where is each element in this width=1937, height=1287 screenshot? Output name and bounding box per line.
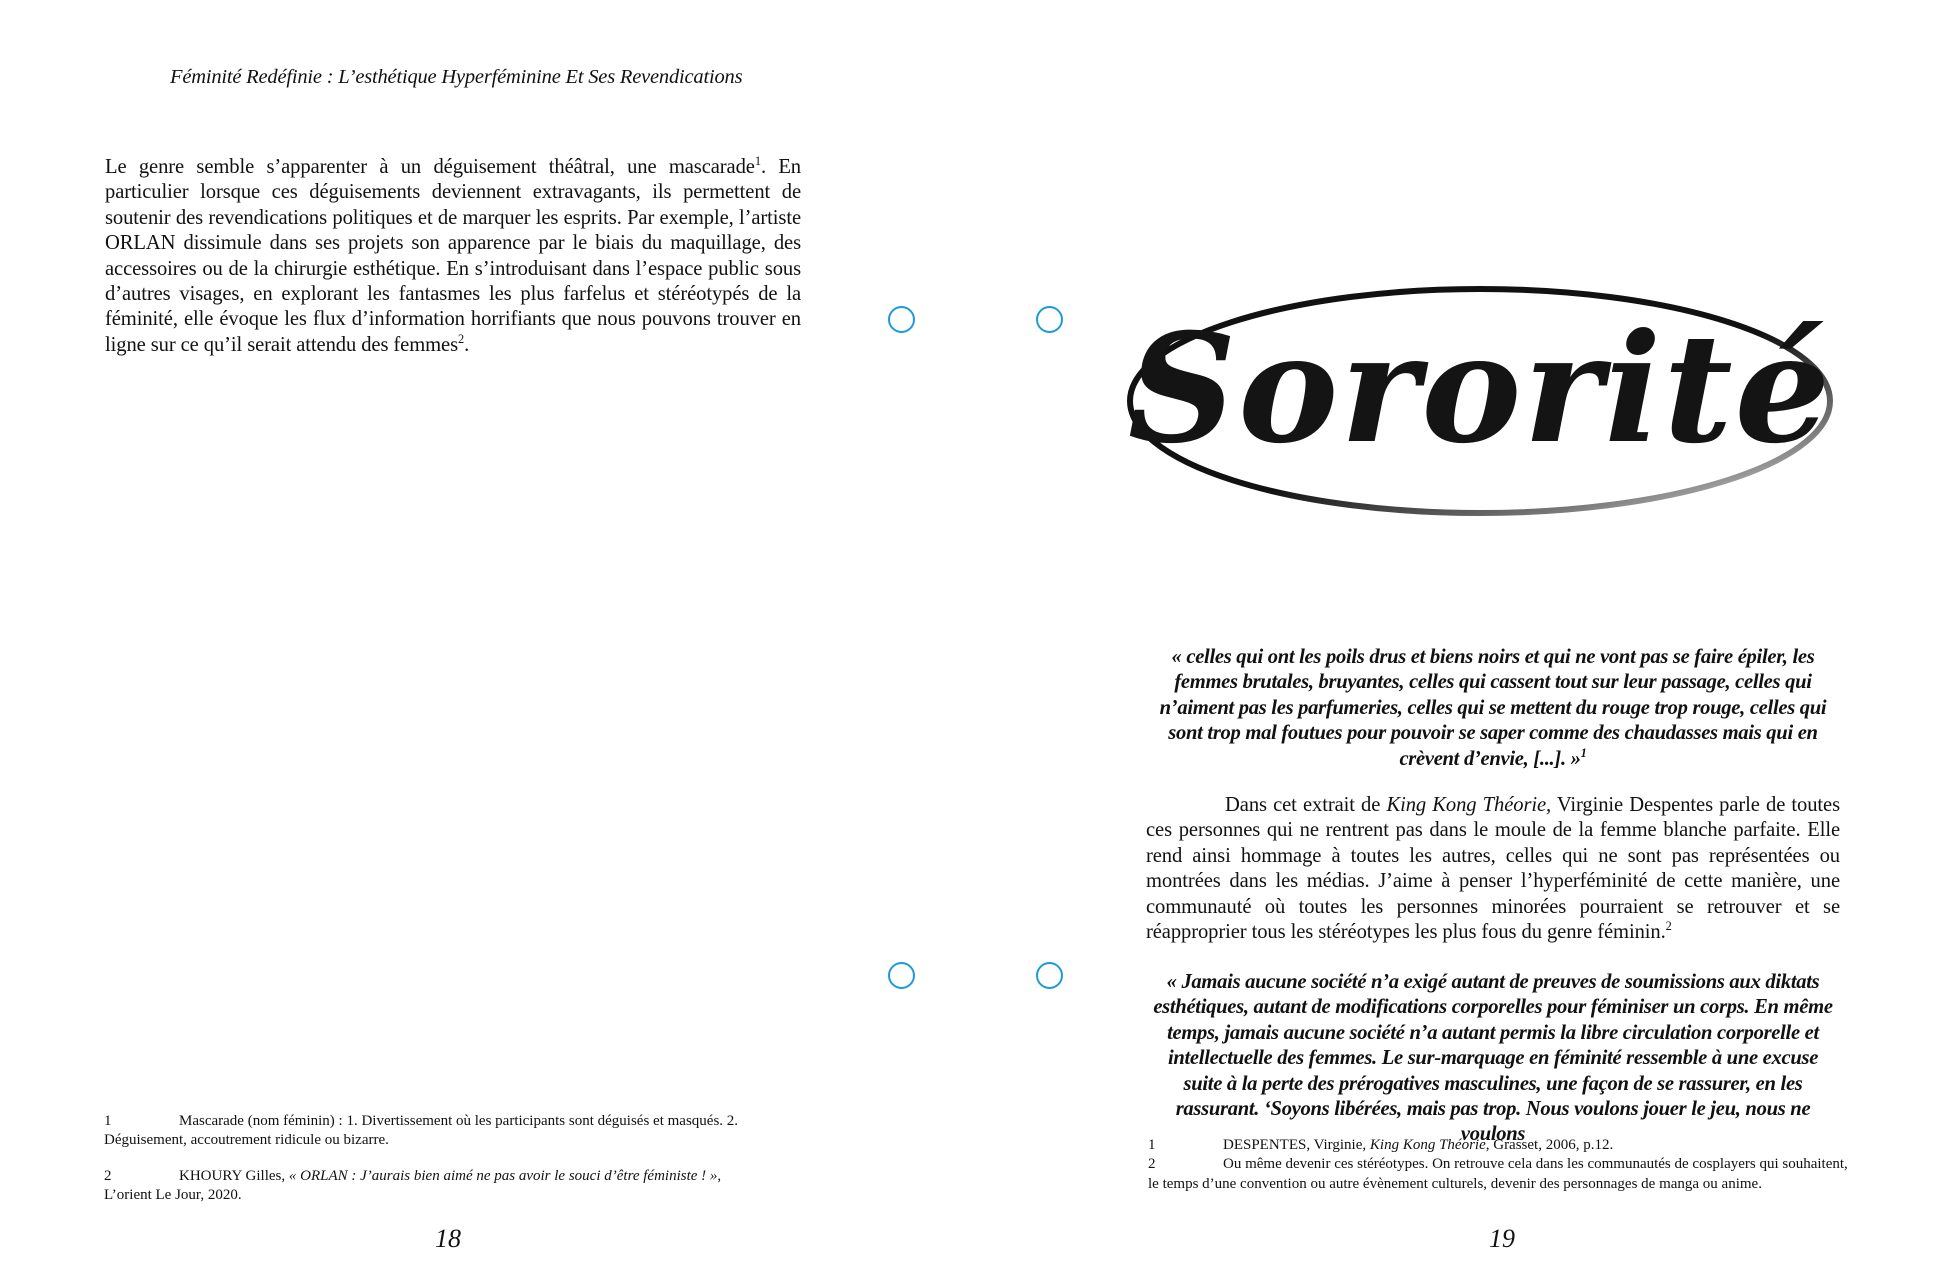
binder-hole-icon	[888, 306, 915, 333]
paragraph-text: Dans cet extrait de	[1225, 794, 1387, 816]
footnote-ref-1: 1	[1580, 745, 1587, 760]
right-body-paragraph	[1146, 793, 1840, 945]
footnote-2	[1148, 1155, 1848, 1194]
footnote-1	[1148, 1136, 1848, 1155]
footnote-text: , L’orient Le Jour, 2020.	[104, 1167, 722, 1204]
binder-hole-icon	[1036, 962, 1063, 989]
left-body-paragraph	[105, 155, 801, 358]
footnote-text: , Grasset, 2006, p.12.	[1485, 1137, 1614, 1153]
footnote-1	[104, 1112, 764, 1151]
footnote-ref-2: 2	[458, 331, 465, 346]
footnote-number: 1	[1148, 1137, 1156, 1153]
paragraph-text: . En particulier lorsque ces déguisements deviennent extravagants, ils permettent de soutenir des revendications politiques et de marquer les esprits. Par exemple, l’artiste ORLAN dissimule dans ses projets son apparence par le biais du maquillage, des accessoires ou de la chirurgie esthétique. En s’introduisant dans l’espace public sous d’autres visages, en explorant les fantasmes les plus farfelus et stéréotypés de la féminité, elle évoque les flux d’information horrifiants que nous pouvons trouver en ligne sur ce qu’il serait attendu des femmes	[105, 156, 801, 356]
page-number-left: 18	[435, 1224, 461, 1253]
book-title: King Kong Théorie,	[1386, 794, 1552, 816]
quote-despentes	[1148, 645, 1838, 772]
logo-text: Sororité	[1127, 301, 1833, 477]
right-footnotes	[1148, 1136, 1848, 1194]
footnote-number: 1	[104, 1113, 112, 1129]
footnote-number: 2	[104, 1167, 112, 1184]
binder-hole-icon	[1036, 306, 1063, 333]
paragraph-end: .	[464, 333, 470, 356]
footnote-ref-2: 2	[1665, 919, 1672, 934]
footnote-2	[104, 1167, 764, 1206]
footnote-text: DESPENTES, Virginie,	[1223, 1137, 1370, 1153]
running-head: Féminité Redéfinie : L’esthétique Hyperféminine Et Ses Revendications	[170, 66, 743, 88]
sororite-logo	[1124, 276, 1836, 526]
page-number-right: 19	[1489, 1224, 1515, 1253]
footnote-text: KHOURY Gilles,	[179, 1167, 289, 1184]
binder-hole-icon	[888, 962, 915, 989]
quote-text: « Jamais aucune société n’a exigé autant de preuves de soumissions aux diktats esthétiques, autant de modifications corporelles pour féminiser un corps. En même temps, jamais aucune société n’a autant permis la libre circulation corporelle et intellectuelle des femmes. Le sur-marquage en féminité ressemble à une excuse suite à la perte des prérogatives masculines, une façon de se rassurer, en les rassurant. ‘Soyons libérées, mais pas trop. Nous voulons jouer le jeu, nous ne voulons	[1153, 971, 1833, 1146]
footnote-title: King Kong Théorie	[1369, 1137, 1486, 1153]
paragraph-text: Virginie Despentes parle de toutes ces personnes qui ne rentrent pas dans le moule de la femme blanche parfaite. Elle rend ainsi hommage à toutes les autres, celles qui ne sont pas représentées ou montrées dans les médias. J’aime à penser l’hyperféminité de cette manière, une communauté où toutes les personnes minorées pourraient se retrouver et se réapproprier tous les stéréotypes les plus fous du genre féminin.	[1146, 794, 1840, 944]
paragraph-text: Le genre semble s’apparenter à un déguisement théâtral, une mascarade	[105, 156, 755, 178]
footnote-text: Ou même devenir ces stéréotypes. On retrouve cela dans les communautés de cosplayers qui souhaitent, le temps d’une convention ou autre évènement culturels, devenir des personnages de manga ou anime.	[1148, 1156, 1848, 1192]
footnote-title: « ORLAN : J’aurais bien aimé ne pas avoir le souci d’être féministe ! »	[288, 1167, 718, 1184]
footnote-number: 2	[1148, 1156, 1156, 1173]
quote-text: « celles qui ont les poils drus et biens noirs et qui ne vont pas se faire épiler, les femmes brutales, bruyantes, celles qui cassent tout sur leur passage, celles qui n’aiment pas les parfumeries, celles qui se mettent du rouge trop rouge, celles qui sont trop mal foutues pour pouvoir se saper comme des chaudasses mais qui en crèvent d’envie, [...]. »	[1159, 646, 1827, 770]
footnote-text: Mascarade (nom féminin) : 1. Divertissement où les participants sont déguisés et masqués. 2. Déguisement, accoutrement ridicule ou bizarre.	[104, 1113, 739, 1149]
left-footnotes	[104, 1112, 764, 1206]
footnote-ref-1: 1	[754, 154, 761, 169]
